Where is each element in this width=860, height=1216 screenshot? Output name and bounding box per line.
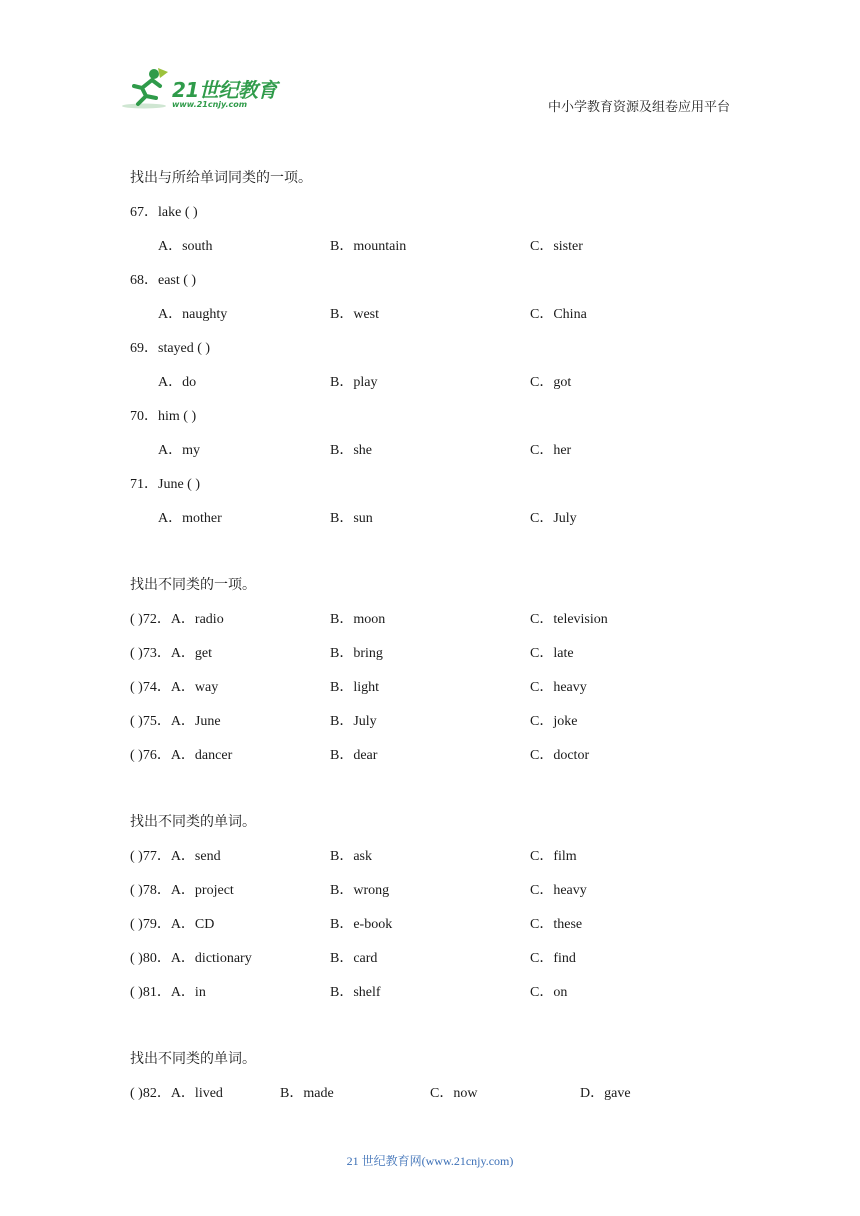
question-stem: ( )79．A．CD [130,917,215,932]
option-c: C．doctor [530,748,590,763]
question-stem: 69．stayed ( ) [130,341,211,356]
section-title: 找出不同类的一项。 [130,578,256,593]
option-b: B．July [330,714,377,729]
question-stem: ( )75．A．June [130,714,221,729]
question-stem: ( )76．A．dancer [130,748,233,763]
option-b: B．made [280,1086,334,1101]
option-d: D．gave [580,1086,631,1101]
question-stem: ( )82．A．lived [130,1086,223,1101]
option-c: C．late [530,646,574,661]
logo [122,66,292,116]
page-header [0,0,860,130]
option-c: C．her [530,443,572,458]
option-b: B．play [330,375,378,390]
option-b: B．dear [330,748,378,763]
option-a: A．mother [158,511,222,526]
section-title: 找出不同类的单词。 [130,815,256,830]
option-b: B．card [330,951,378,966]
header-slogan: 中小学教育资源及组卷应用平台 [547,99,730,114]
option-b: B．bring [330,646,383,661]
option-c: C．joke [530,714,578,729]
question-stem: 68．east ( ) [130,273,197,288]
option-b: B．west [330,307,379,322]
option-c: C．heavy [530,680,587,695]
option-b: B．moon [330,612,386,627]
option-c: C．sister [530,239,583,254]
option-a: A．do [158,375,197,390]
option-c: C．on [530,985,568,1000]
option-a: A．my [158,443,200,458]
option-c: C．film [530,849,577,864]
option-b: B．light [330,680,380,695]
option-c: C．July [530,511,577,526]
option-a: A．south [158,239,213,254]
option-a: A．naughty [158,307,228,322]
option-c: C．heavy [530,883,587,898]
question-stem: ( )78．A．project [130,883,234,898]
option-b: B．shelf [330,985,381,1000]
logo-url: www.21cnjy.com [172,100,248,109]
option-b: B．e-book [330,917,393,932]
question-stem: 70．him ( ) [130,409,197,424]
option-b: B．ask [330,849,372,864]
option-c: C．find [530,951,576,966]
question-stem: 67．lake ( ) [130,205,198,220]
section-title: 找出与所给单词同类的一项。 [130,171,312,186]
logo-text: 21世纪教育 [172,78,277,102]
option-c: C．got [530,375,572,390]
option-c: C．these [530,917,583,932]
question-stem: ( )72．A．radio [130,612,224,627]
option-b: B．she [330,443,372,458]
question-stem: ( )80．A．dictionary [130,951,252,966]
option-c: C．television [530,612,608,627]
question-stem: ( )74．A．way [130,680,219,695]
footer-text: 21 世纪教育网(www.21cnjy.com) [346,1154,514,1168]
question-stem: ( )81．A．in [130,985,206,1000]
option-b: B．mountain [330,239,407,254]
question-stem: 71．June ( ) [130,477,200,492]
option-b: B．sun [330,511,373,526]
section-title: 找出不同类的单词。 [130,1052,256,1067]
question-stem: ( )73．A．get [130,646,213,661]
option-c: C．now [430,1086,478,1101]
runner-icon [122,66,170,112]
option-b: B．wrong [330,883,390,898]
option-c: C．China [530,307,587,322]
question-stem: ( )77．A．send [130,849,221,864]
